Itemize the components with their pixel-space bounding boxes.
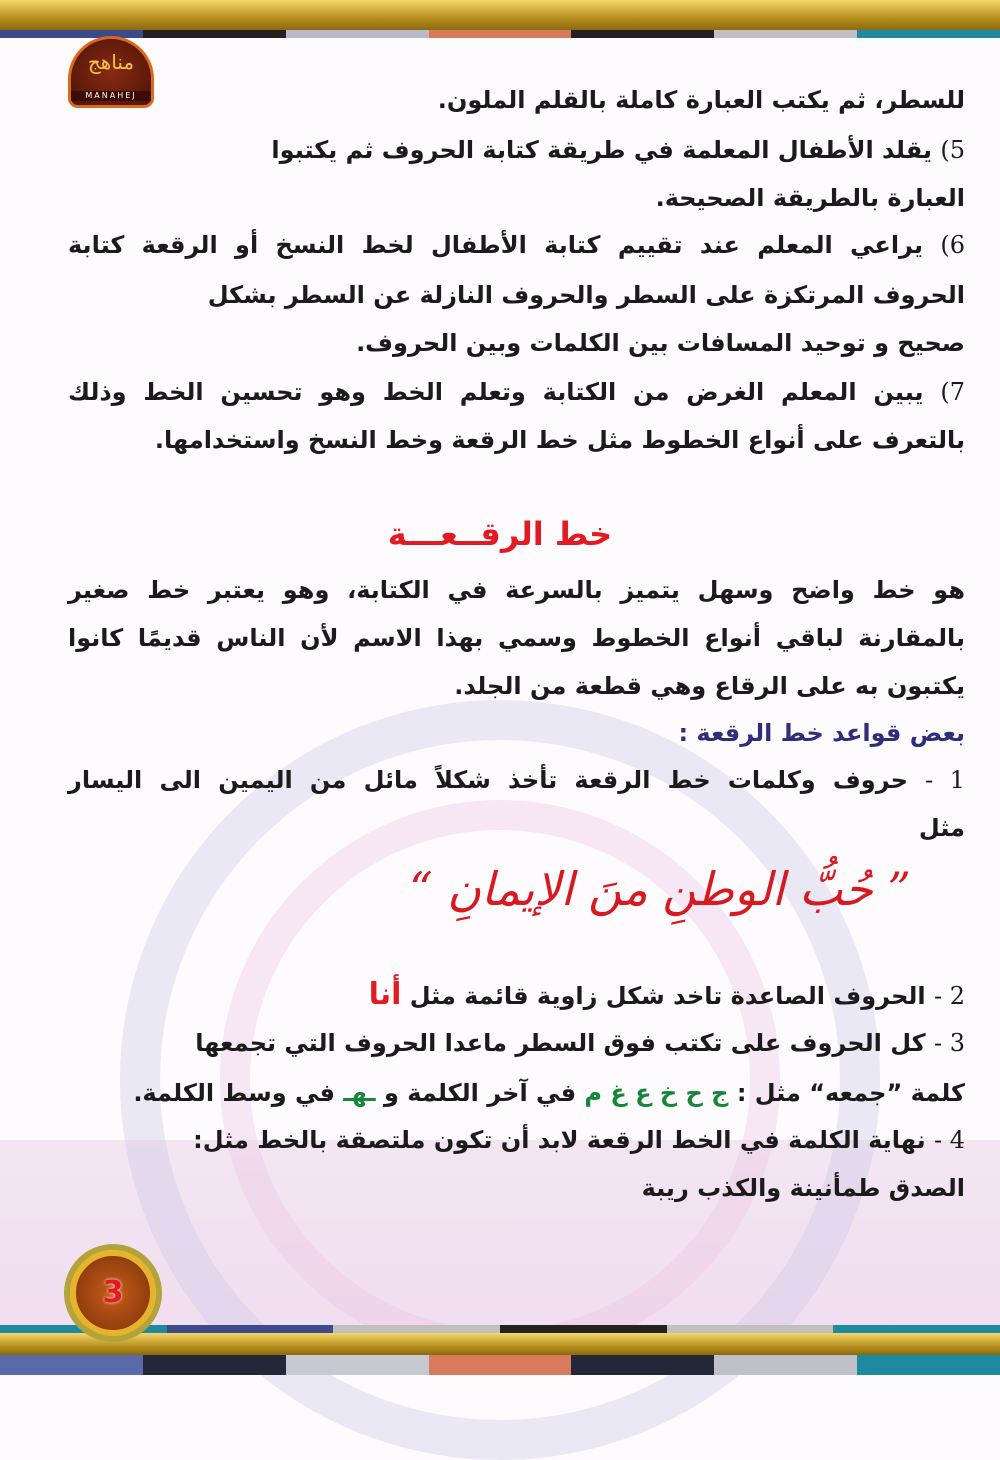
text-line: كلمة ”جمعه“ مثل : ج ح خ ع غ م في آخر الكلمة و ـهـ في وسط الكلمة. [133, 1079, 965, 1107]
text-line: للسطر، ثم يكتب العبارة كاملة بالقلم الملون. [437, 86, 965, 114]
section-title: خط الرقــعـــة [387, 515, 613, 553]
text-line: العبارة بالطريقة الصحيحة. [655, 184, 965, 212]
text-line: الحروف المرتكزة على السطر والحروف النازلة عن السطر بشكل [207, 281, 965, 309]
top-color-band [0, 30, 1000, 38]
intro-line: هو خط واضح وسهل يتميز بالسرعة في الكتابة، وهو يعتبر خط صغير [68, 576, 965, 604]
bottom-color-band-2 [0, 1355, 1000, 1375]
list-item-5: 5) يقلد الأطفال المعلمة في طريقة كتابة الحروف ثم يكتبوا [271, 136, 965, 164]
text-line: بالتعرف على أنواع الخطوط مثل خط الرقعة وخط النسخ واستخدامها. [154, 426, 965, 454]
text-line: مثل [918, 814, 965, 842]
rule-3: 3 - كل الحروف على تكتب فوق السطر ماعدا الحروف التي تجمعها [195, 1029, 965, 1057]
intro-line: بالمقارنة لباقي أنواع الخطوط وسمي بهذا الاسم لأن الناس قديمًا كانوا [68, 624, 965, 652]
page-number: 3 [70, 1250, 156, 1336]
text-line: الصدق طمأنينة والكذب ريبة [641, 1174, 965, 1202]
intro-line: يكتبون به على الرقاع وهي قطعة من الجلد. [454, 672, 965, 700]
list-item-6: 6) يراعي المعلم عند تقييم كتابة الأطفال لخط النسخ أو الرقعة كتابة [68, 231, 965, 259]
rule-4: 4 - نهاية الكلمة في الخط الرقعة لابد أن تكون ملتصقة بالخط مثل: [193, 1126, 965, 1154]
rule-2: 2 - الحروف الصاعدة تاخد شكل زاوية قائمة مثل أنا [368, 977, 965, 1012]
list-item-7: 7) يبين المعلم الغرض من الكتابة وتعلم الخط وهو تحسين الخط وذلك [68, 378, 965, 406]
rule-1: 1 - حروف وكلمات خط الرقعة تأخذ شكلاً مائل من اليمين الى اليسار [68, 766, 966, 794]
bottom-border [0, 1333, 1000, 1355]
text-line: صحيح و توحيد المسافات بين الكلمات وبين الحروف. [356, 329, 965, 357]
bottom-color-band [0, 1325, 1000, 1333]
rules-heading: بعض قواعد خط الرقعة : [678, 719, 965, 747]
manahej-logo: مناهج MANAHEJ [68, 36, 154, 108]
top-border [0, 0, 1000, 30]
example-quote: ” حُبُّ الوطنِ منَ الإيمانِ “ [409, 862, 911, 916]
